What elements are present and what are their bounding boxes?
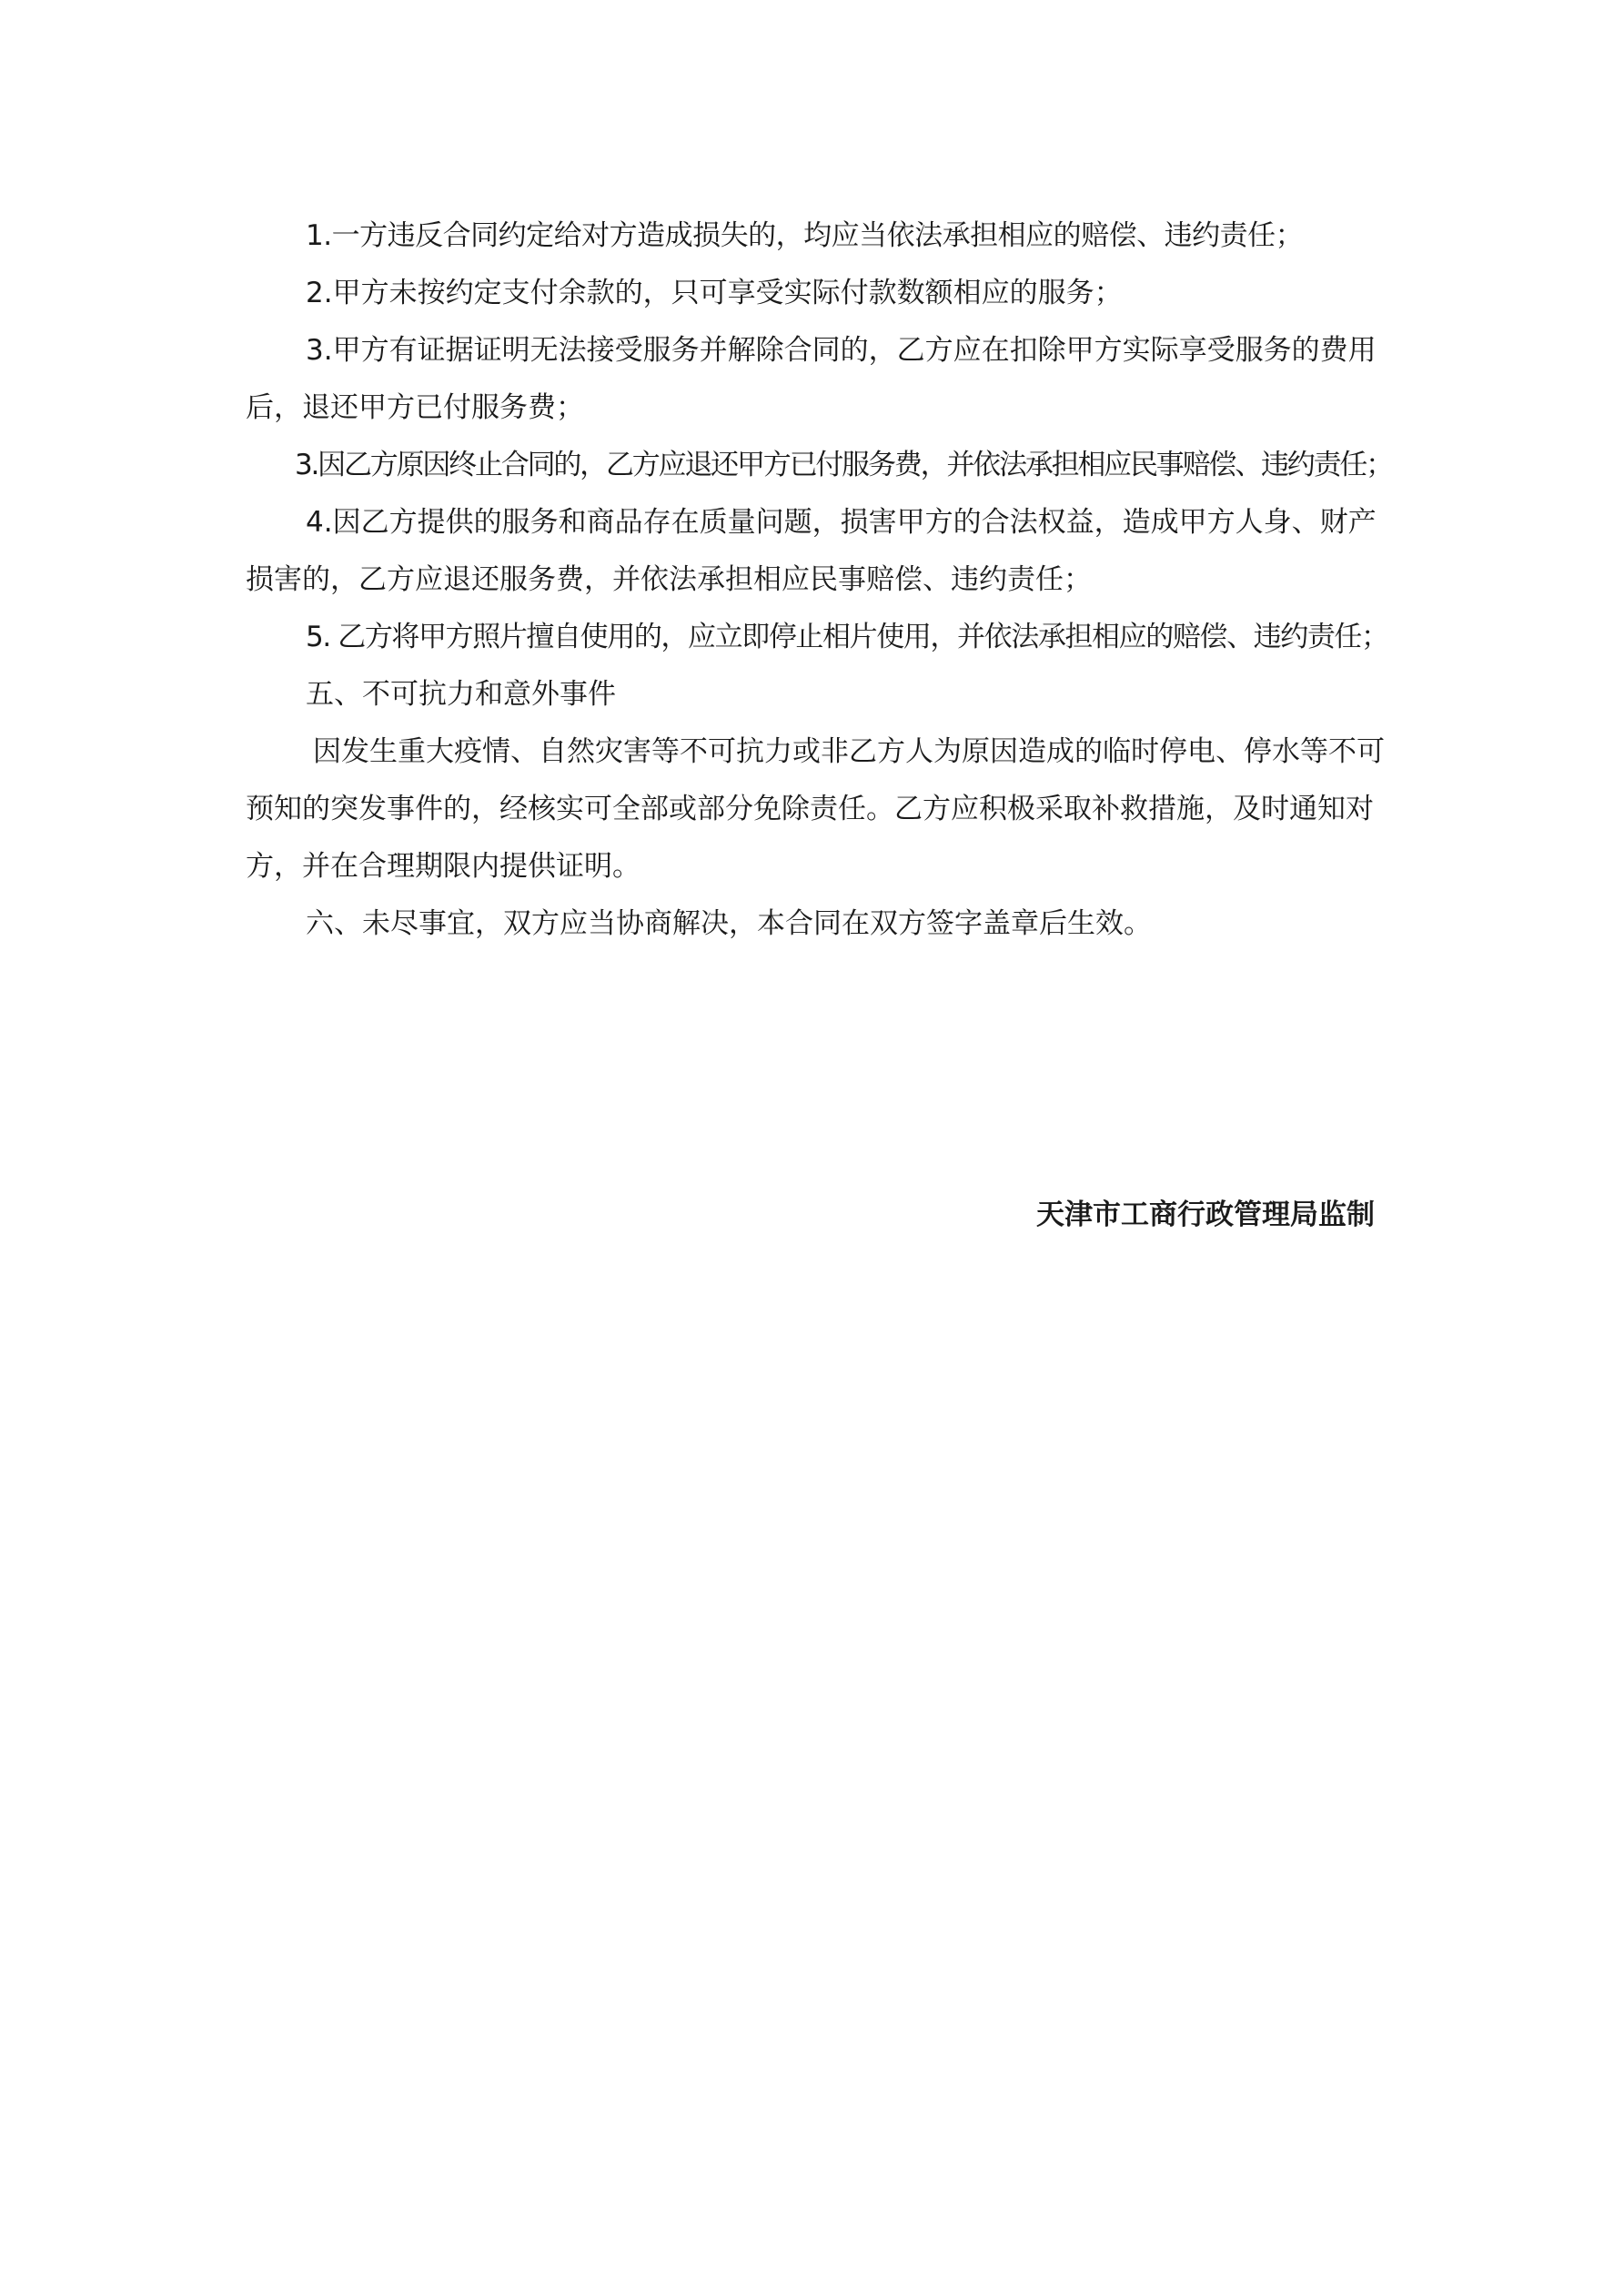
document-body <box>246 207 1394 953</box>
issuer-label: 天津市工商行政管理局监制 <box>1036 1199 1375 1231</box>
section-6-paragraph: 六、未尽事宜，双方应当协商解决，本合同在双方签字盖章后生效。 <box>306 907 1152 940</box>
section-5-heading: 五、不可抗力和意外事件 <box>306 678 616 711</box>
force-majeure-paragraph: 因发生重大疫情、自然灾害等不可抗力或非乙方人为原因造成的临时停电、停水等不可预知的突发事件的，经核实可全部或部分免除责任。乙方应积极采取补救措施，及时通知对方，并在合理期限内提供证明。 <box>246 735 1385 883</box>
clause-5-photo-misuse: 5. 乙方将甲方照片擅自使用的，应立即停止相片使用，并依法承担相应的赔偿、违约责任； <box>306 621 1388 653</box>
clause-1-breach-compensation: 1.一方违反合同约定给对方造成损失的，均应当依法承担相应的赔偿、违约责任； <box>306 219 1304 252</box>
clause-3-termination-by-party-b: 3.因乙方原因终止合同的，乙方应退还甲方已付服务费，并依法承担相应民事赔偿、违约责任； <box>295 449 1392 481</box>
clause-2-unpaid-balance: 2.甲方未按约定支付余款的，只可享受实际付款数额相应的服务； <box>306 277 1123 309</box>
clause-4-quality-issues: 4.因乙方提供的服务和商品存在质量问题，损害甲方的合法权益，造成甲方人身、财产损害的，乙方应退还服务费，并依法承担相应民事赔偿、违约责任； <box>246 506 1377 596</box>
clause-3-termination-by-party-a: 3.甲方有证据证明无法接受服务并解除合同的，乙方应在扣除甲方实际享受服务的费用后，退还甲方已付服务费； <box>246 334 1377 424</box>
